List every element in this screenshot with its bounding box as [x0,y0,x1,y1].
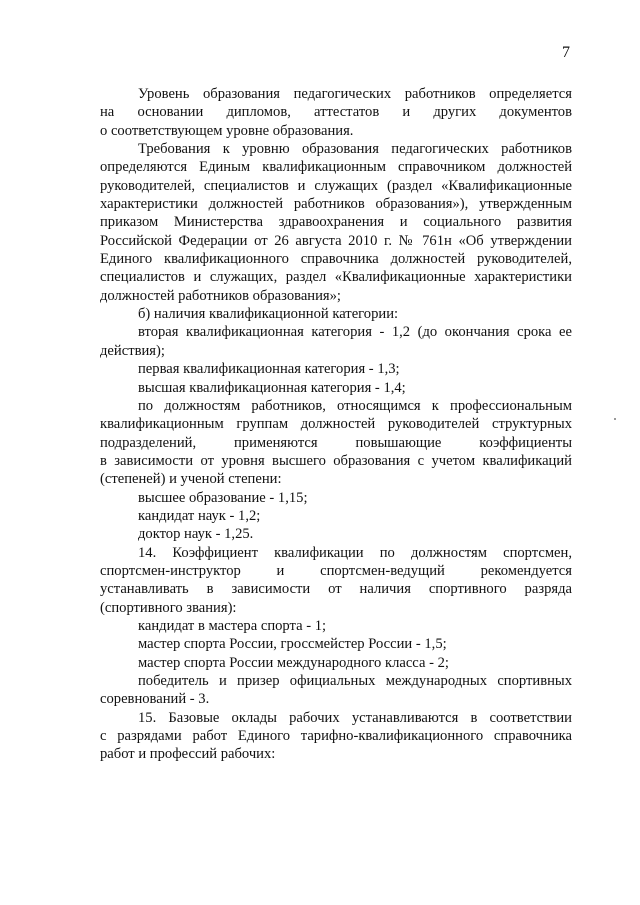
list-item-doctor-of-science: доктор наук - 1,25. [138,526,254,543]
list-item-higher-education: высшее образование - 1,15; [138,489,308,506]
paragraph-education-level [100,85,572,140]
document-body [100,85,572,764]
paragraph-education-requirements: Требования к уровню образования педагогических работников определяются Единым квалификационным справочником должностей руководителей, специалистов и служащих (раздел «Квалификационные характеристики должностей работников образования»), утвержденным приказом Министерства здравоохранения и социального развития Российской Федерации от 26 августа 2010 г. № 761н «Об утверждении Единого квалификационного справочника должностей руководителей, специалистов и служащих, раздел «Квалификационные характеристики должностей работников образования»; [100,141,572,304]
text-line: о соответствующем уровне образования. [100,122,354,139]
text-line: квалификационным группам должностей руководителей структурных [100,416,572,433]
list-item-candidate-master-sport: кандидат в мастера спорта - 1; [138,617,327,634]
text-line: спортсмен-инструктор и спортсмен-ведущий рекомендуется [100,562,572,579]
text-line: на основании дипломов, аттестатов и других документов [100,104,572,121]
list-item-international-winner: победитель и призер официальных международных спортивных соревнований - 3. [100,673,572,708]
list-item-master-sport-international: мастер спорта России международного класса - 2; [138,654,449,671]
paragraph-category-heading: б) наличия квалификационной категории: [138,306,399,323]
text-line: с разрядами работ Единого тарифно-квалификационного справочника [100,728,572,745]
list-item-second-category: вторая квалификационная категория - 1,2 (до окончания срока ее действия); [100,324,572,359]
list-item-first-category: первая квалификационная категория - 1,3; [138,361,400,378]
list-item-candidate-of-science: кандидат наук - 1,2; [138,507,261,524]
text-line: подразделений, применяются повышающие коэффициенты [100,434,572,451]
paragraph-worker-salaries [100,709,572,764]
text-line: работ и профессий рабочих: [100,746,276,763]
text-line: устанавливать в зависимости от наличия спортивного разряда [100,581,572,598]
scan-speck [614,418,616,420]
text-line: (степеней) и ученой степени: [100,471,282,488]
list-item-master-sport-russia: мастер спорта России, гроссмейстер России - 1,5; [138,636,447,653]
text-line: по должностям работников, относящимся к профессиональным [138,397,572,414]
text-line: Уровень образования педагогических работников определяется [138,86,572,102]
list-item-highest-category: высшая квалификационная категория - 1,4; [138,379,406,396]
text-line: 14. Коэффициент квалификации по должностям спортсмен, [138,544,572,561]
text-line: 15. Базовые оклады рабочих устанавливаются в соответствии [138,709,572,726]
text-line: (спортивного звания): [100,599,237,616]
text-line: в зависимости от уровня высшего образования с учетом квалификаций [100,452,572,469]
paragraph-managers-coefficients [100,397,572,489]
paragraph-athlete-coefficient [100,544,572,617]
page-number: 7 [562,44,570,61]
